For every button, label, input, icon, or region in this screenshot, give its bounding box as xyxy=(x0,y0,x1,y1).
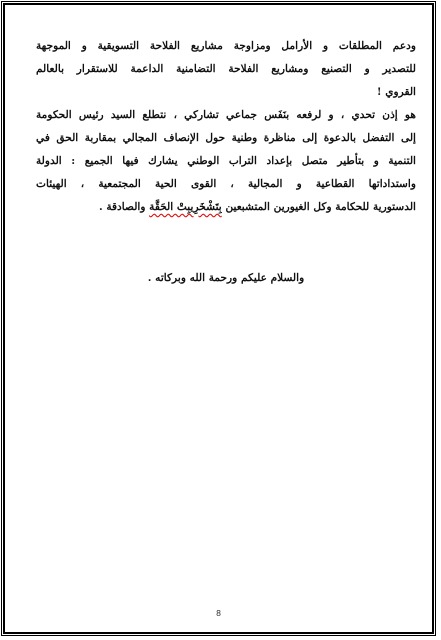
closing-salutation: والسلام عليكم ورحمة الله وبركاته . xyxy=(147,272,305,284)
text-line-last xyxy=(36,196,416,219)
text-line: القروي ! xyxy=(376,86,416,98)
text-fragment: الدستورية للحكامة وكل الغيورين المتشبعين xyxy=(221,201,416,213)
text-line: إلى التفضل بالدعوة إلى مناظرة وطنية حول الإنصاف المجالي بمقاربة الحق في xyxy=(36,132,416,144)
text-fragment: والصادقة . xyxy=(98,201,150,213)
text-line: هو إذن تحدي ، و لرفعه بنَفَس جماعي تشاركي ، نتطلع السيد رئيس الحكومة xyxy=(36,109,416,121)
text-line: ودعم المطلقات و الأرامل ومزاوجة مشاريع الفلاحة التسويقية و الموجهة xyxy=(36,40,416,52)
spellcheck-marked-word: بِتَشْخَرِيبِتْ الحَقَّة xyxy=(149,201,222,213)
text-line: التنمية و بتأطير متصل بإعداد التراب الوطني يشارك فيها الجميع : الدولة xyxy=(36,155,416,167)
text-line: للتصدير و التصنيع ومشاريع الفلاحة التضامنية الداعمة للاستقرار بالعالم xyxy=(36,63,416,75)
page-number: 8 xyxy=(215,609,222,618)
text-line: واستداداتها القطاعية و المجالية ، القوى الحية المجتمعية ، الهيئات xyxy=(36,178,416,190)
body-text xyxy=(36,35,416,219)
page-frame xyxy=(3,3,434,634)
